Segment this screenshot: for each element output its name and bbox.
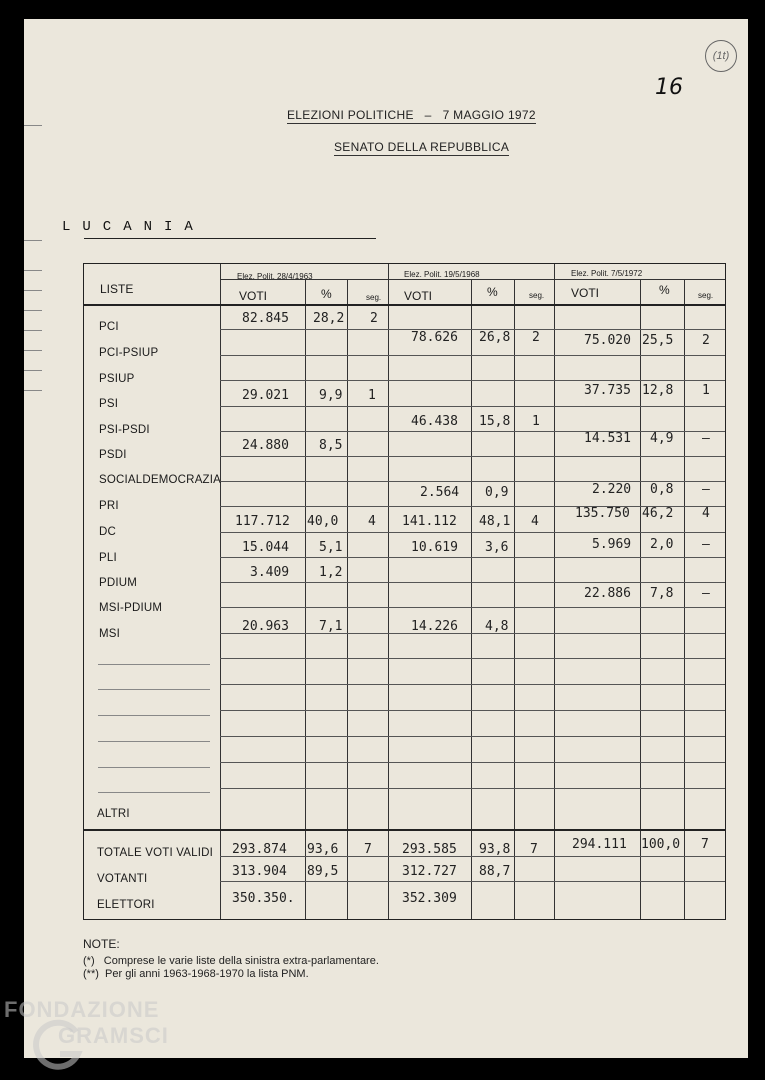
blank-entry-line [98, 715, 210, 716]
party-psiup: PSIUP [99, 373, 135, 385]
margin-tick [24, 125, 42, 126]
cell-voti: 29.021 [242, 388, 289, 403]
margin-tick [24, 290, 42, 291]
col-divider [388, 264, 389, 919]
party-pli: PLI [99, 552, 117, 564]
cell-seg: 2 [702, 333, 710, 348]
totals-divider [84, 829, 725, 831]
seg-header: seg. [366, 293, 382, 302]
pct-header: % [321, 287, 332, 301]
cell-voti: 46.438 [411, 414, 458, 429]
cell-voti: 14.226 [411, 619, 458, 634]
cell-pct: 15,8 [479, 414, 511, 429]
seg-header: seg. [529, 291, 545, 300]
party-pri: PRI [99, 500, 119, 512]
cell-voti: 5.969 [592, 537, 632, 552]
row-divider [220, 406, 725, 407]
cell-seg: – [702, 482, 710, 497]
cell-voti: 2.564 [420, 485, 460, 500]
region-title: LUCANIA [62, 219, 205, 235]
cell-voti: 350.350. [232, 891, 295, 906]
party-msi-pdium: MSI-PDIUM [99, 602, 163, 614]
cell-pct: 25,5 [642, 333, 674, 348]
row-divider [220, 607, 725, 608]
election-1972-label: Elez. Polit. 7/5/1972 [571, 269, 643, 278]
col-divider [471, 280, 472, 919]
cell-voti: 20.963 [242, 619, 289, 634]
cell-pct: 4,8 [485, 619, 509, 634]
cell-voti: 352.309 [402, 891, 457, 906]
region-underline [84, 238, 376, 239]
row-divider [220, 380, 725, 381]
col-divider [514, 280, 515, 919]
cell-pct: 40,0 [307, 514, 339, 529]
cell-pct: 4,9 [650, 431, 674, 446]
blank-entry-line [98, 792, 210, 793]
cell-pct: 2,0 [650, 537, 674, 552]
cell-voti: 2.220 [592, 482, 632, 497]
cell-pct: 46,2 [642, 506, 674, 521]
margin-tick [24, 240, 42, 241]
row-divider [220, 557, 725, 558]
voti-header: VOTI [239, 289, 268, 303]
watermark-logo-icon [30, 1018, 86, 1074]
cell-voti: 293.874 [232, 842, 287, 857]
cell-pct: 28,2 [313, 311, 345, 326]
cell-pct: 93,6 [307, 842, 339, 857]
cell-pct: 93,8 [479, 842, 511, 857]
totale-voti-validi-label: TOTALE VOTI VALIDI [97, 847, 214, 859]
col-divider [684, 280, 685, 919]
election-1968-label: Elez. Polit. 19/5/1968 [404, 270, 480, 279]
row-divider [220, 736, 725, 737]
note-text: Per gli anni 1963-1968-1970 la lista PNM. [105, 968, 309, 980]
cell-voti: 82.845 [242, 311, 289, 326]
cell-seg: 7 [701, 837, 709, 852]
note-mark: (**) [83, 968, 99, 980]
voti-header: VOTI [404, 289, 433, 303]
party-pci-psiup: PCI-PSIUP [99, 347, 159, 359]
party-psi-psdi: PSI-PSDI [99, 424, 150, 436]
cell-pct: 88,7 [479, 864, 511, 879]
votanti-label: VOTANTI [97, 873, 148, 885]
row-divider [220, 633, 725, 634]
document-subtitle [334, 140, 509, 154]
cell-pct: 100,0 [641, 837, 681, 852]
note-item [83, 968, 309, 980]
margin-tick [24, 310, 42, 311]
row-divider [220, 762, 725, 763]
row-divider [84, 304, 725, 306]
party-pci: PCI [99, 321, 119, 333]
blank-entry-line [98, 767, 210, 768]
cell-voti: 24.880 [242, 438, 289, 453]
cell-voti: 37.735 [584, 383, 631, 398]
col-divider [220, 264, 221, 919]
cell-voti: 135.750 [575, 506, 630, 521]
archive-stamp: (1t) [705, 40, 737, 72]
row-divider [220, 456, 725, 457]
margin-tick [24, 350, 42, 351]
cell-pct: 26,8 [479, 330, 511, 345]
cell-seg: 2 [532, 330, 540, 345]
row-divider [220, 856, 725, 857]
row-divider [220, 532, 725, 533]
cell-voti: 22.886 [584, 586, 631, 601]
elettori-label: ELETTORI [97, 899, 155, 911]
cell-voti: 293.585 [402, 842, 457, 857]
pct-header: % [659, 283, 670, 297]
cell-pct: 1,2 [319, 565, 343, 580]
row-divider [220, 788, 725, 789]
party-psdi: PSDI [99, 449, 127, 461]
cell-pct: 5,1 [319, 540, 343, 555]
note-mark: (*) [83, 955, 95, 967]
party-socialdemocrazia: SOCIALDEMOCRAZIA [99, 474, 222, 486]
cell-seg: 1 [532, 414, 540, 429]
margin-tick [24, 270, 42, 271]
cell-pct: 48,1 [479, 514, 511, 529]
cell-pct: 89,5 [307, 864, 339, 879]
document-title [287, 108, 536, 122]
row-divider [220, 355, 725, 356]
cell-pct: 8,5 [319, 438, 343, 453]
note-text: Comprese le varie liste della sinistra extra-parlamentare. [103, 955, 379, 967]
row-divider [220, 684, 725, 685]
col-divider [347, 280, 348, 919]
cell-voti: 14.531 [584, 431, 631, 446]
cell-seg: 1 [702, 383, 710, 398]
cell-seg: 1 [368, 388, 376, 403]
note-item [83, 955, 379, 967]
cell-voti: 3.409 [250, 565, 290, 580]
pct-header: % [487, 285, 498, 299]
title-text: ELEZIONI POLITICHE [287, 108, 414, 122]
party-dc: DC [99, 526, 117, 538]
title-dash: – [424, 108, 432, 122]
party-pdium: PDIUM [99, 577, 138, 589]
cell-voti: 117.712 [235, 514, 290, 529]
blank-entry-line [98, 689, 210, 690]
results-table [83, 263, 726, 920]
cell-voti: 75.020 [584, 333, 631, 348]
blank-entry-line [98, 741, 210, 742]
party-altri: ALTRI [97, 808, 130, 820]
watermark-line2: GRAMSCI [58, 1023, 169, 1048]
cell-seg: 4 [702, 506, 710, 521]
cell-pct: 3,6 [485, 540, 509, 555]
party-msi: MSI [99, 628, 121, 640]
cell-voti: 10.619 [411, 540, 458, 555]
col-divider [305, 280, 306, 919]
liste-header: LISTE [100, 282, 134, 296]
row-divider [220, 658, 725, 659]
voti-header: VOTI [571, 286, 600, 300]
col-divider [640, 280, 641, 919]
watermark-line1: FONDAZIONE [4, 997, 160, 1022]
cell-seg: – [702, 537, 710, 552]
cell-voti: 313.904 [232, 864, 287, 879]
cell-voti: 294.111 [572, 837, 627, 852]
margin-tick [24, 370, 42, 371]
cell-pct: 0,9 [485, 485, 509, 500]
cell-seg: 4 [531, 514, 539, 529]
party-psi: PSI [99, 398, 119, 410]
row-divider [220, 582, 725, 583]
cell-pct: 12,8 [642, 383, 674, 398]
notes-title: NOTE: [83, 937, 120, 951]
title-date: 7 MAGGIO 1972 [442, 108, 536, 122]
cell-seg: 7 [530, 842, 538, 857]
cell-seg: – [702, 431, 710, 446]
cell-voti: 141.112 [402, 514, 457, 529]
cell-voti: 312.727 [402, 864, 457, 879]
row-divider [220, 881, 725, 882]
cell-seg: 7 [364, 842, 372, 857]
blank-entry-line [98, 664, 210, 665]
cell-voti: 78.626 [411, 330, 458, 345]
election-1963-label: Elez. Polit. 28/4/1963 [237, 272, 313, 281]
page-number: 16 [655, 75, 683, 100]
row-divider [220, 329, 725, 330]
cell-pct: 0,8 [650, 482, 674, 497]
seg-header: seg. [698, 291, 714, 300]
margin-tick [24, 390, 42, 391]
row-divider [220, 710, 725, 711]
cell-voti: 15.044 [242, 540, 289, 555]
margin-tick [24, 330, 42, 331]
cell-pct: 9,9 [319, 388, 343, 403]
cell-pct: 7,1 [319, 619, 343, 634]
cell-seg: 4 [368, 514, 376, 529]
col-divider [554, 264, 555, 919]
subtitle-text: SENATO DELLA REPUBBLICA [334, 140, 510, 154]
cell-seg: 2 [370, 311, 378, 326]
cell-seg: – [702, 586, 710, 601]
cell-pct: 7,8 [650, 586, 674, 601]
